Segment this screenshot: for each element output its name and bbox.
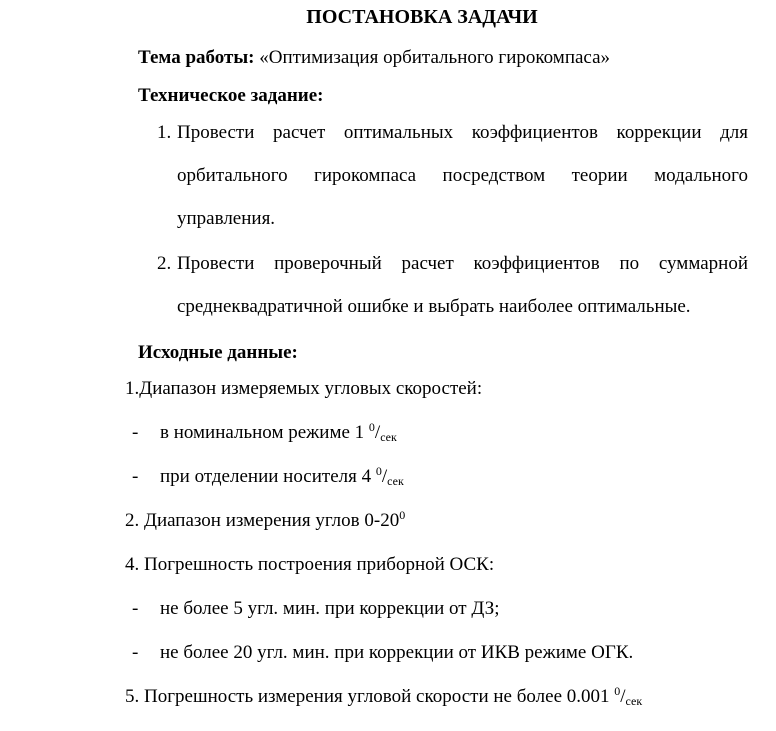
task-item-1-line-3: управления. [177,208,276,229]
unit-superscript: 0 [375,464,382,478]
unit-subscript: сек [387,474,404,488]
task-item-2-number: 2. [157,253,172,274]
technical-task-heading: Техническое задание: [138,85,324,106]
dash-bullet: - [132,642,139,663]
bullet-osk-error-dz-text: не более 5 угл. мин. при коррекции от ДЗ; [160,598,500,619]
unit-subscript: сек [625,694,643,708]
theme-value: «Оптимизация орбитального гирокомпаса» [259,47,611,68]
theme-label: Тема работы: [138,47,255,68]
bullet-separation-rate [0,464,776,490]
bullet-nominal-rate-text [160,422,397,443]
task-item-1 [0,111,776,240]
data-line-angle-range [0,508,776,534]
dash-bullet: - [132,598,139,619]
unit-superscript: 0 [368,420,375,434]
bullet-osk-error-ikv-text: не более 20 угл. мин. при коррекции от ИКВ режиме ОГК. [160,642,634,663]
bullet-nominal-rate [0,420,776,446]
task-item-1-text [177,111,748,240]
dash-bullet: - [132,466,139,487]
bullet-osk-error-ikv [0,640,776,666]
page-title: ПОСТАНОВКА ЗАДАЧИ [306,6,538,28]
bullet-separation-rate-text [160,466,404,487]
rate-error-text: 5. Погрешность измерения угловой скорости не более 0.001 [125,686,615,707]
task-item-1-line-2: орбитального гирокомпаса посредством теории модального [177,165,748,186]
unit-slash: / [620,686,626,707]
initial-data-heading: Исходные данные: [138,342,298,363]
angle-range-text: 2. Диапазон измерения углов 0-20 [125,510,400,531]
task-item-1-number: 1. [157,122,172,143]
bullet-nominal-rate-prefix: в номинальном режиме 1 [160,422,369,443]
task-item-2-line-2: среднеквадратичной ошибке и выбрать наиболее оптимальные. [177,296,691,317]
task-item-1-line-1: Провести расчет оптимальных коэффициентов коррекции для [177,122,748,143]
data-line-rate-error [0,684,776,710]
task-item-2-line-1: Провести проверочный расчет коэффициентов по суммарной [177,253,748,274]
degree-superscript: 0 [399,508,406,522]
unit-slash: / [381,466,388,487]
task-item-2 [0,242,776,328]
dash-bullet: - [132,422,139,443]
data-line-rate-range: 1.Диапазон измеряемых угловых скоростей: [125,378,483,399]
bullet-separation-rate-prefix: при отделении носителя 4 [160,466,376,487]
unit-subscript: сек [380,430,397,444]
unit-superscript: 0 [614,684,621,698]
data-line-osk-error: 4. Погрешность построения приборной ОСК: [125,554,495,575]
task-item-2-text [177,242,748,328]
theme-line [0,45,776,71]
bullet-osk-error-dz [0,596,776,622]
unit-slash: / [374,422,381,443]
